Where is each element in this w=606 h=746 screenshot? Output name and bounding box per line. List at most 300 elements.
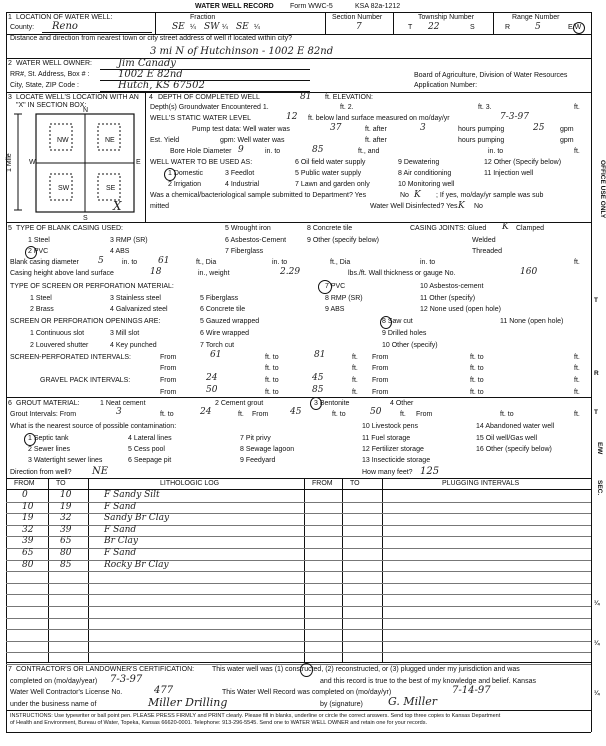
instructions-line-1: INSTRUCTIONS: Use typewriter or ball point pen. PLEASE PRESS FIRMLY and PRINT clearly. Please fill in blanks, underline or circle the correct answers. Send top three copies to Kansas Department: [10, 713, 501, 719]
est-hours-label: hours pumping: [458, 137, 505, 144]
contam-watertight: 3 Watertight sewer lines: [28, 457, 103, 464]
gi2-from-value: 45: [290, 407, 302, 417]
screen-brass: 2 Brass: [30, 306, 54, 313]
disinfected-mark: K: [458, 201, 465, 211]
static-level-date: 7-3-97: [500, 112, 529, 122]
log-rule: [6, 536, 591, 537]
gp-ft: ft.: [352, 377, 358, 384]
sample-no-label: No: [400, 192, 409, 199]
contam-pit: 7 Pit privy: [240, 435, 271, 442]
gi1-from-value: 3: [116, 407, 122, 417]
grout-cement: 2 Cement grout: [215, 400, 264, 407]
gp-ft-2: ft.: [574, 377, 580, 384]
joints-label: CASING JOINTS: Glued: [410, 225, 487, 232]
casing-height-label: Casing height above land surface: [10, 270, 114, 277]
office-use-label: OFFICE USE ONLY: [599, 160, 606, 219]
log-rule: [6, 525, 591, 526]
casing-fiberglass: 7 Fiberglass: [225, 248, 264, 255]
gi-to-label: ft. to: [160, 411, 174, 418]
est-yield-water-label: gpm: Well water was: [220, 137, 285, 144]
section-1-heading: LOCATION OF WATER WELL:: [16, 14, 113, 21]
use-air: 8 Air conditioning: [398, 170, 452, 177]
gi-to-label-2: ft. to: [332, 411, 346, 418]
sp-from-label: From: [160, 354, 177, 361]
pump-test-value: 37: [330, 123, 342, 133]
gauge-value: 160: [520, 267, 538, 277]
range-value: 5: [535, 22, 541, 32]
gp-to-label: ft. to: [265, 377, 279, 384]
gi-to-label-3: ft. to: [500, 411, 514, 418]
distance-label: Distance and direction from nearest town or city street address of well if located within city?: [10, 35, 293, 42]
sidebar-q1: ¼: [594, 600, 600, 607]
contam-fuel: 11 Fuel storage: [362, 435, 411, 442]
contam-oilwell: 15 Oil well/Gas well: [476, 435, 538, 442]
screen-steel: 1 Steel: [30, 295, 52, 302]
fraction-q1: SE: [172, 22, 185, 32]
gp-from-label-3: From: [160, 389, 177, 396]
casing-asbestos: 6 Asbestos-Cement: [225, 237, 287, 244]
grout-heading: GROUT MATERIAL:: [16, 400, 80, 407]
casing-height-value: 18: [150, 267, 162, 277]
log-row-desc: F Sandy Silt: [104, 490, 160, 500]
screen-other: 11 Other (specify): [420, 295, 476, 302]
contam-abandoned: 14 Abandoned water well: [476, 423, 555, 430]
casing-wrought: 5 Wrought iron: [225, 225, 271, 232]
county-value: Reno: [52, 21, 78, 32]
form-number: Form WWC-5: [290, 3, 333, 10]
opening-other: 10 Other (specify): [382, 342, 438, 349]
opening-louvered: 2 Louvered shutter: [30, 342, 89, 349]
contam-fertilizer: 12 Fertilizer storage: [362, 446, 424, 453]
fraction-unit-1: ¼: [190, 24, 196, 31]
bore-in-to-2: in. to: [488, 148, 504, 155]
grid-nw: NW: [57, 137, 69, 144]
weight-value: 2.29: [280, 267, 301, 277]
sp-to-label-2: ft. to: [470, 354, 484, 361]
sample-yes-tail: ; If yes, mo/day/yr sample was sub: [436, 192, 544, 199]
grid-se: SE: [106, 185, 116, 192]
openings-heading: SCREEN OR PERFORATION OPENINGS ARE:: [10, 318, 161, 325]
fraction-unit-2: ¼: [222, 24, 228, 31]
use-lawn: 7 Lawn and garden only: [295, 181, 370, 188]
hours-pumping-label: hours pumping: [458, 126, 505, 133]
gravel-pack-label: GRAVEL PACK INTERVALS:: [40, 377, 131, 384]
log-row-to: 85: [60, 560, 72, 570]
weight-label: in., weight: [198, 270, 230, 277]
contam-livestock: 10 Livestock pens: [362, 423, 419, 430]
pump-gpm-label: gpm: [560, 126, 574, 133]
groundwater-ft: ft.: [574, 104, 580, 111]
sidebar-t2: T: [594, 409, 598, 416]
groundwater-label: Depth(s) Groundwater Encountered 1.: [150, 104, 269, 111]
blank-dia-1: ft., Dia: [196, 259, 217, 266]
log-row-desc: Rocky Br Clay: [104, 560, 169, 570]
screen-stainless: 3 Stainless steel: [110, 295, 161, 302]
gi1-to-value: 24: [200, 407, 212, 417]
completed-label: completed on (mo/day/year): [10, 678, 98, 685]
sample-mitted: mitted: [150, 203, 170, 210]
section-2-heading: WATER WELL OWNER:: [16, 60, 92, 67]
contam-lagoon: 8 Sewage lagoon: [240, 446, 295, 453]
log-row-desc: Sandy Br Clay: [104, 513, 170, 523]
gp-to-label-3: ft. to: [265, 389, 279, 396]
form-title: WATER WELL RECORD: [195, 3, 274, 10]
grout-intervals-label: Grout Intervals: From: [10, 411, 77, 418]
log-row-from: 65: [22, 548, 34, 558]
section-3-heading: LOCATE WELL'S LOCATION WITH AN "X" IN SECTION BOX:: [16, 94, 139, 109]
screen-abs: 9 ABS: [325, 306, 345, 313]
log-row-from: 10: [22, 502, 34, 512]
joints-clamped: Clamped: [516, 225, 545, 232]
log-rule: [6, 513, 591, 514]
sp-from-label-4: From: [372, 365, 389, 372]
grid-mile: 1 Mile: [6, 153, 13, 172]
grid-ne: NE: [105, 137, 115, 144]
log-row-to: 32: [60, 513, 72, 523]
log-row-from: 39: [22, 536, 34, 546]
sp-ft: ft.: [352, 354, 358, 361]
log-row-desc: F Sand: [104, 502, 137, 512]
log-rule: [6, 641, 591, 642]
disinfected-no: No: [474, 203, 483, 210]
board-text: Board of Agriculture, Division of Water Resources: [414, 72, 568, 79]
log-row-to: 65: [60, 536, 72, 546]
sp-ft-2: ft.: [574, 354, 580, 361]
section-2-number: 2: [8, 60, 12, 67]
gi-ft-3: ft.: [574, 411, 580, 418]
opening-saw-cut-circle: [380, 316, 392, 329]
casing-abs: 4 ABS: [110, 248, 130, 255]
blank-to-value: 61: [158, 256, 170, 266]
joints-glued-mark: K: [502, 222, 509, 232]
gp-to-label-2: ft. to: [470, 377, 484, 384]
static-level-tail: ft. below land surface measured on mo/day/yr: [308, 115, 450, 122]
range-label: Range Number: [512, 14, 560, 21]
township-label: Township Number: [418, 14, 475, 21]
use-oilfield: 6 Oil field water supply: [295, 159, 366, 166]
pump-test-label: Pump test data: Well water was: [192, 126, 290, 133]
est-after-label: ft. after: [365, 137, 387, 144]
screen-concrete: 6 Concrete tile: [200, 306, 246, 313]
joints-welded: Welded: [472, 237, 496, 244]
range-ew: E/W: [568, 24, 582, 31]
depth-label: DEPTH OF COMPLETED WELL: [158, 94, 260, 101]
blank-diameter-value: 5: [98, 256, 104, 266]
gp2-from-value: 50: [206, 385, 218, 395]
license-value: 477: [154, 685, 174, 696]
county-label: County:: [10, 24, 35, 31]
township-t: T: [408, 24, 413, 31]
section-1-number: 1: [8, 14, 12, 21]
blank-in-to-3: in. to: [420, 259, 436, 266]
screen-rmp: 8 RMP (SR): [325, 295, 363, 302]
casing-pvc-circle: [25, 246, 37, 259]
section-6-number: 6: [8, 400, 12, 407]
township-value: 22: [428, 22, 440, 32]
bore-to-value: 85: [312, 145, 324, 155]
grid-e: E: [136, 159, 141, 166]
section-7-number: 7: [8, 666, 12, 673]
log-row-to: 39: [60, 525, 72, 535]
feet-label: How many feet?: [362, 469, 413, 476]
log-row-desc: F Sand: [104, 525, 137, 535]
gi-ft-2: ft.: [400, 411, 406, 418]
bore-label: Bore Hole Diameter: [170, 148, 232, 155]
sidebar-ew: E/W: [596, 442, 603, 455]
log-to2-header: TO: [350, 480, 360, 487]
gp-from-label-4: From: [372, 389, 389, 396]
screen-perf-label: SCREEN-PERFORATED INTERVALS:: [10, 354, 131, 361]
opening-saw-cut: 8 Saw cut: [382, 318, 413, 325]
gi2-to-value: 50: [370, 407, 382, 417]
form-statute: KSA 82a-1212: [355, 3, 401, 10]
log-rule: [6, 629, 591, 630]
gauge-label: lbs./ft. Wall thickness or gauge No.: [348, 270, 456, 277]
city-value: Hutch, KS 67502: [118, 80, 205, 91]
blank-ft: ft.: [574, 259, 580, 266]
screen-asbestos: 10 Asbestos-cement: [420, 283, 484, 290]
section-number-value: 7: [356, 22, 362, 32]
gp-to-label-4: ft. to: [470, 389, 484, 396]
blank-in-to: in. to: [122, 259, 138, 266]
disinfected-label: Water Well Disinfected? Yes: [370, 203, 458, 210]
log-rule: [6, 594, 591, 595]
fraction-q2: SW: [204, 22, 220, 32]
bore-diameter-value: 9: [238, 145, 244, 155]
completed-value: 7-3-97: [110, 674, 143, 685]
sp-to-label-4: ft. to: [470, 365, 484, 372]
fraction-unit-3: ¼: [254, 24, 260, 31]
screen-none: 12 None used (open hole): [420, 306, 501, 313]
well-location-mark: X: [113, 199, 122, 213]
log-rule: [6, 502, 591, 503]
log-from-header: FROM: [14, 480, 35, 487]
log-lith-header: LITHOLOGIC LOG: [160, 480, 220, 487]
depth-value: 81: [300, 92, 312, 102]
constructed-circle: [300, 663, 313, 677]
groundwater-3: ft. 3.: [478, 104, 492, 111]
contam-septic-circle: [24, 433, 36, 446]
log-row-from: 32: [22, 525, 34, 535]
log-row-to: 10: [60, 490, 72, 500]
gi-from-label-3: From: [416, 411, 433, 418]
log-plugging-header: PLUGGING INTERVALS: [442, 480, 520, 487]
sp-from-label-2: From: [372, 354, 389, 361]
record-completed-label: This Water Well Record was completed on (mo/day/yr): [222, 689, 392, 696]
log-rule: [6, 618, 591, 619]
elevation-label: ft. ELEVATION:: [325, 94, 373, 101]
opening-torch: 7 Torch cut: [200, 342, 235, 349]
business-label: under the business name of: [10, 701, 97, 708]
contam-other: 16 Other (specify below): [476, 446, 552, 453]
sample-question: Was a chemical/bacteriological sample submitted to Department? Yes: [150, 192, 367, 199]
gp-ft-3: ft.: [352, 389, 358, 396]
screen-heading: TYPE OF SCREEN OR PERFORATION MATERIAL:: [10, 283, 174, 290]
business-value: Miller Drilling: [148, 696, 228, 709]
log-rule: [6, 548, 591, 549]
contam-feedyard: 9 Feedyard: [240, 457, 276, 464]
license-label: Water Well Contractor's License No.: [10, 689, 123, 696]
grout-neat: 1 Neat cement: [100, 400, 146, 407]
log-row-desc: Br Clay: [104, 536, 138, 546]
sidebar-t1: T: [594, 297, 598, 304]
log-rule: [6, 583, 591, 584]
pump-hours-value: 3: [420, 123, 426, 133]
sidebar-q2: ¼: [594, 640, 600, 647]
contam-lateral: 4 Lateral lines: [128, 435, 172, 442]
blank-diameter-label: Blank casing diameter: [10, 259, 79, 266]
contamination-question: What is the nearest source of possible contamination:: [10, 423, 177, 430]
sidebar-q3: ¼: [594, 690, 600, 697]
sp-to-label-3: ft. to: [265, 365, 279, 372]
use-dewatering: 9 Dewatering: [398, 159, 440, 166]
opening-none: 11 None (open hole): [500, 318, 564, 325]
instructions-line-2: of Health and Environment, Bureau of Water, Topeka, Kansas 66620-0001. Telephone: 913-296-5545. Send one to WATER WELL OWNER and retain one for your records.: [10, 720, 428, 726]
groundwater-2: ft. 2.: [340, 104, 354, 111]
sp-from-value: 61: [210, 350, 222, 360]
use-domestic: 1 Domestic: [168, 170, 204, 177]
pump-after-label: ft. after: [365, 126, 387, 133]
sp-to-value: 81: [314, 350, 326, 360]
sidebar-sec: SEC.: [596, 480, 603, 496]
feet-value: 125: [420, 466, 440, 477]
owner-name: Jim Canady: [118, 58, 176, 69]
use-other: 12 Other (Specify below): [484, 159, 562, 166]
use-domestic-circle: [164, 168, 176, 181]
casing-steel: 1 Steel: [28, 237, 50, 244]
fraction-q3: SE: [236, 22, 249, 32]
signature-value: G. Miller: [388, 695, 437, 708]
gp-from-label-2: From: [372, 377, 389, 384]
gp-ft-4: ft.: [574, 389, 580, 396]
log-row-to: 19: [60, 502, 72, 512]
grid-sw: SW: [58, 185, 70, 192]
gi-from-label-2: From: [252, 411, 269, 418]
city-label: City, State, ZIP Code :: [10, 82, 79, 89]
log-rule: [6, 664, 591, 665]
gp1-to-value: 45: [312, 373, 324, 383]
sp-to-label: ft. to: [265, 354, 279, 361]
est-yield-label: Est. Yield: [150, 137, 180, 144]
range-r: R: [505, 24, 511, 31]
log-row-to: 80: [60, 548, 72, 558]
application-label: Application Number:: [414, 82, 478, 89]
grout-other: 4 Other: [390, 400, 414, 407]
sp-ft-3: ft.: [352, 365, 358, 372]
true-statement: and this record is true to the best of my knowledge and belief. Kansas: [320, 678, 536, 685]
grid-w: W: [29, 159, 36, 166]
certification-label: CONTRACTOR'S OR LANDOWNER'S CERTIFICATION:: [16, 666, 195, 673]
sp-from-label-3: From: [160, 365, 177, 372]
screen-pvc-circle: [318, 280, 332, 294]
log-rule: [6, 571, 591, 572]
distance-value: 3 mi N of Hutchinson - 1002 E 82nd: [150, 46, 334, 57]
use-irrigation: 2 Irrigation: [168, 181, 202, 188]
contam-insecticide: 13 Insecticide storage: [362, 457, 431, 464]
use-feedlot: 3 Feedlot: [225, 170, 255, 177]
casing-other: 9 Other (specify below): [307, 237, 379, 244]
section-number-label: Section Number: [332, 14, 383, 21]
log-from2-header: FROM: [312, 480, 333, 487]
grid-s: S: [83, 215, 88, 222]
bore-in-to: in. to: [265, 148, 281, 155]
use-injection: 11 Injection well: [484, 170, 534, 177]
signature-label: by (signature): [320, 701, 363, 708]
casing-rmp: 3 RMP (SR): [110, 237, 148, 244]
section-4-number: 4: [149, 94, 153, 101]
contam-seepage: 6 Seepage pit: [128, 457, 172, 464]
direction-value: NE: [92, 466, 109, 477]
log-row-from: 19: [22, 513, 34, 523]
contam-cess: 5 Cess pool: [128, 446, 165, 453]
grout-bentonite: 3 Bentonite: [314, 400, 350, 407]
direction-label: Direction from well?: [10, 469, 72, 476]
static-level-value: 12: [286, 112, 298, 122]
blank-in-to-2: in. to: [272, 259, 288, 266]
township-s: S: [470, 24, 475, 31]
casing-heading: TYPE OF BLANK CASING USED:: [16, 225, 123, 232]
casing-pvc: 2 PVC: [28, 248, 49, 255]
sp-ft-4: ft.: [574, 365, 580, 372]
address-value: 1002 E 82nd: [118, 69, 183, 80]
est-gpm-label: gpm: [560, 137, 574, 144]
opening-continuous: 1 Continuous slot: [30, 330, 85, 337]
bore-ft-and: ft., and: [358, 148, 380, 155]
gp1-from-value: 24: [206, 373, 218, 383]
opening-gauzed: 5 Gauzed wrapped: [200, 318, 260, 325]
opening-drilled: 9 Drilled holes: [382, 330, 427, 337]
sidebar-r1: R: [594, 370, 599, 377]
screen-fiberglass: 5 Fiberglass: [200, 295, 239, 302]
fraction-label: Fraction: [190, 14, 216, 21]
log-row-desc: F Sand: [104, 548, 137, 558]
gp2-to-value: 85: [312, 385, 324, 395]
gp-from-label: From: [160, 377, 177, 384]
static-level-label: WELL'S STATIC WATER LEVEL: [150, 115, 252, 122]
section-3-number: 3: [8, 94, 12, 101]
bore-ft: ft.: [574, 148, 580, 155]
address-label: RR#, St. Address, Box # :: [10, 71, 90, 78]
opening-key-punched: 4 Key punched: [110, 342, 157, 349]
casing-concrete: 8 Concrete tile: [307, 225, 353, 232]
sample-no-mark: K: [414, 190, 421, 200]
log-to-header: TO: [56, 480, 66, 487]
use-monitoring: 10 Monitoring well: [398, 181, 455, 188]
screen-pvc: 7 PVC: [325, 283, 346, 290]
gi-ft: ft.: [238, 411, 244, 418]
log-rule: [6, 606, 591, 607]
use-public: 5 Public water supply: [295, 170, 362, 177]
opening-wire: 6 Wire wrapped: [200, 330, 250, 337]
range-e-circle: [573, 22, 585, 34]
pump-gpm-value: 25: [533, 123, 545, 133]
contam-sewer: 2 Sewer lines: [28, 446, 71, 453]
record-completed-value: 7-14-97: [452, 685, 491, 696]
section-5-number: 5: [8, 225, 12, 232]
certification-text: This water well was (1) constructed, (2) reconstructed, or (3) plugged under my jurisdiction and was: [212, 666, 520, 673]
grid-n: N: [83, 107, 89, 114]
use-label: WELL WATER TO BE USED AS:: [150, 159, 253, 166]
grout-bentonite-circle: [310, 397, 322, 410]
log-row-from: 0: [22, 490, 28, 500]
screen-galvanized: 4 Galvanized steel: [110, 306, 168, 313]
opening-mill: 3 Mill slot: [110, 330, 140, 337]
joints-threaded: Threaded: [472, 248, 502, 255]
log-rule: [6, 560, 591, 561]
log-rule: [6, 652, 591, 653]
log-row-from: 80: [22, 560, 34, 570]
blank-dia-2: ft., Dia: [330, 259, 351, 266]
